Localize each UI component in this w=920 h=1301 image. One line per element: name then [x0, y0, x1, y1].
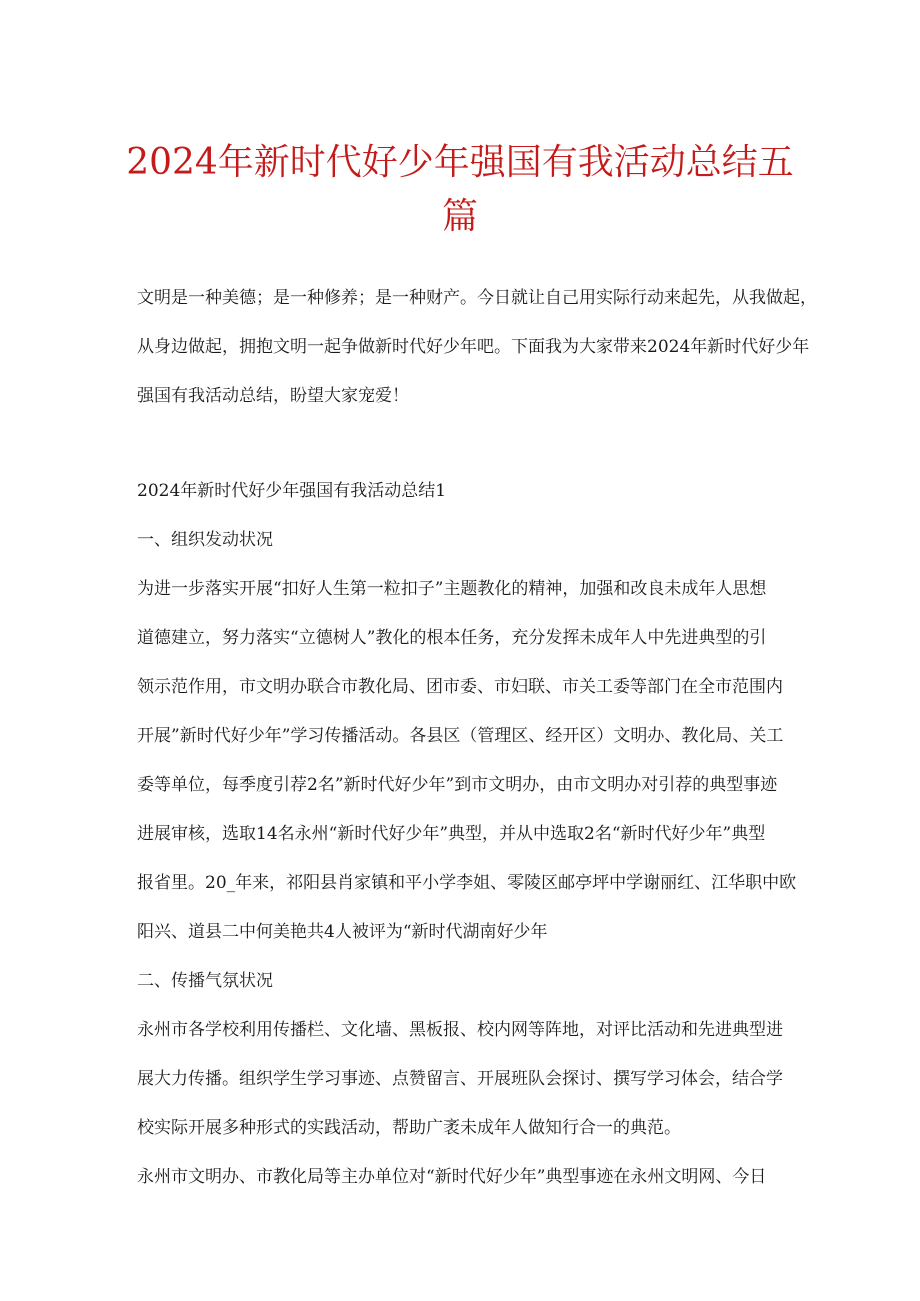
- para1-line: 道德建立，努力落实“立德树人”教化的根本任务，充分发挥未成年人中先进典型的引: [137, 628, 767, 648]
- section-1: [137, 467, 797, 1202]
- title-line-2: 篇: [441, 196, 478, 237]
- para2-line: 永州市各学校利用传播栏、文化墙、黑板报、校内网等阵地，对评比活动和先进典型进: [137, 1020, 783, 1040]
- subheading-organization: 一、组织发动状况: [137, 530, 273, 550]
- para1-line: 阳兴、道县二中何美艳共4人被评为“新时代湖南好少年: [137, 922, 548, 942]
- para3-line: 永州市文明办、市教化局等主办单位对“新时代好少年”典型事迹在永州文明网、今日: [137, 1167, 767, 1187]
- para1-line: 委等单位，每季度引荐2名”新时代好少年”到市文明办，由市文明办对引荐的典型事迹: [137, 775, 778, 795]
- para1-line: 进展审核，选取14名永州“新时代好少年”典型，并从中选取2名“新时代好少年”典型: [137, 824, 766, 844]
- para1-line: 报省里。20_年来，祁阳县肖家镇和平小学李姐、零陵区邮亭坪中学谢丽红、江华职中欧: [137, 873, 797, 893]
- para1-line: 开展”新时代好少年”学习传播活动。各县区（管理区、经开区）文明办、教化局、关工: [137, 726, 784, 746]
- title-line-1: 2024年新时代好少年强国有我活动总结五: [126, 142, 794, 183]
- intro-paragraph: [137, 274, 817, 421]
- intro-line: 文明是一种美德；是一种修养；是一种财产。今日就让自己用实际行动来起先，从我做起，: [137, 288, 817, 308]
- document-title: [120, 136, 800, 244]
- intro-line: 强国有我活动总结，盼望大家宠爱！: [137, 386, 409, 406]
- para1-line: 领示范作用，市文明办联合市教化局、团市委、市妇联、市关工委等部门在全市范围内: [137, 677, 783, 697]
- subheading-atmosphere: 二、传播气氛状况: [137, 971, 273, 991]
- para2-line: 展大力传播。组织学生学习事迹、点赞留言、开展班队会探讨、撰写学习体会，结合学: [137, 1069, 783, 1089]
- para1-line: 为进一步落实开展“扣好人生第一粒扣子”主题教化的精神，加强和改良未成年人思想: [137, 579, 767, 599]
- section-heading: 2024年新时代好少年强国有我活动总结1: [137, 481, 447, 501]
- para2-line: 校实际开展多种形式的实践活动，帮助广袤未成年人做知行合一的典范。: [137, 1118, 681, 1138]
- intro-line: 从身边做起，拥抱文明一起争做新时代好少年吧。下面我为大家带来2024年新时代好少年: [137, 337, 810, 357]
